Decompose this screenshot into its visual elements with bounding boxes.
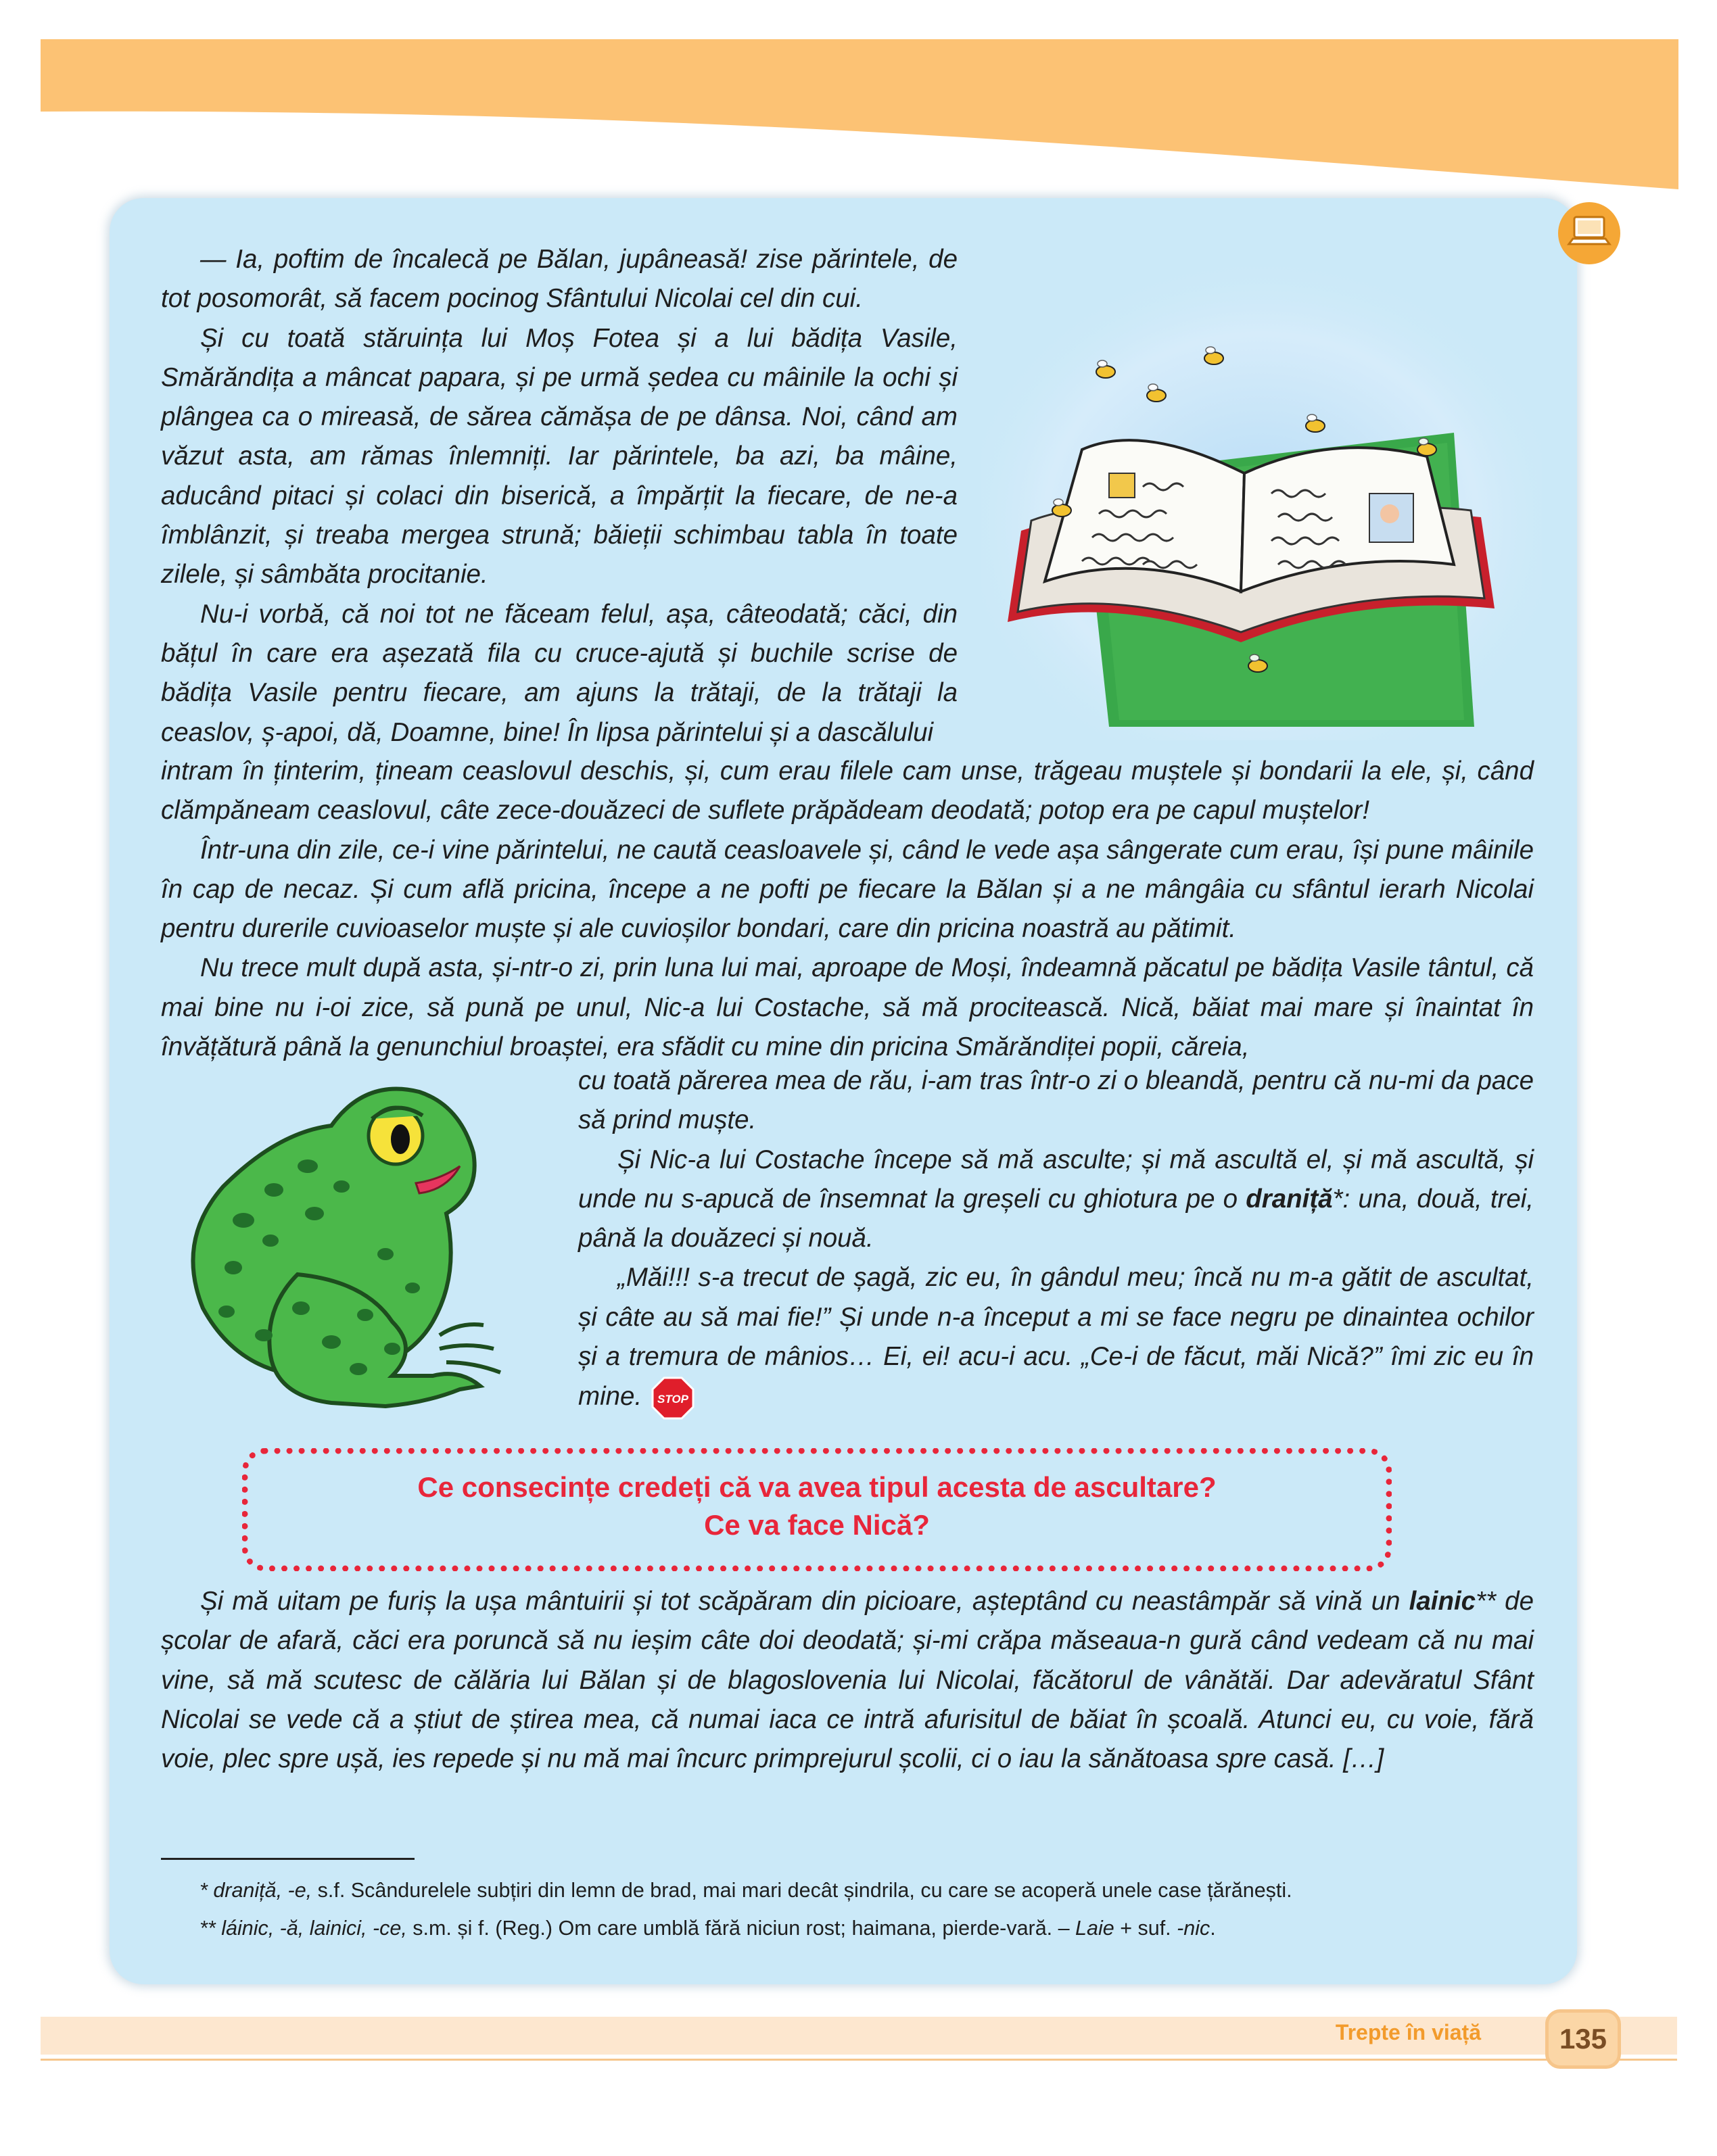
story-text-middle xyxy=(161,752,1534,1067)
paragraph: Nu trece mult după asta, și-ntr-o zi, prin luna lui mai, aproape de Moși, îndeamnă păcatul pe bădița Vasile tântul, că mai bine nu i-oi zice, să pună pe unul, Nic-a lui Costache, să mă procitească. Nică, băiat mai mare și înaintat în învățătură până la genunchiul broaștei, era sfădit cu mine din pricina Smărăndiței popii, căreia, xyxy=(161,953,1534,1062)
paragraph: cu toată părerea mea de rău, i-am tras într-o zi o bleandă, pentru că nu-mi da pace să prind muște. xyxy=(578,1066,1534,1135)
open-book-illustration xyxy=(981,254,1542,740)
footnote-divider xyxy=(161,1858,415,1860)
footnote-term: ** láinic, -ă, lainici, -ce, xyxy=(199,1917,407,1940)
stop-sign-label: STOP xyxy=(657,1393,689,1406)
story-text-bottom xyxy=(161,1582,1534,1779)
footnote-lainic xyxy=(199,1909,1525,1947)
header-band xyxy=(0,0,1717,203)
footnotes xyxy=(199,1871,1525,1947)
footnote-etymon: Laie xyxy=(1075,1917,1114,1940)
footnote-draniță xyxy=(199,1871,1525,1909)
paragraph: — Ia, poftim de încalecă pe Bălan, jupâneasă! zise părintele, de tot posomorât, să facem pocinog Sfântului Nicolai cel din cui. xyxy=(161,245,958,314)
question-line: Ce consecințe credeți că va avea tipul acesta de ascultare? xyxy=(417,1471,1217,1503)
text-run: *: una, două, trei, până la douăzeci și nouă. xyxy=(578,1184,1534,1253)
footnote-text: + suf. xyxy=(1114,1917,1177,1940)
footnote-definition: s.f. Scândurelele subțiri din lemn de brad, mai mari decât șindrila, cu care se acoperă unele case țărănești. xyxy=(312,1879,1292,1902)
laptop-icon xyxy=(1555,199,1623,267)
footer-rule xyxy=(41,2059,1677,2061)
paragraph xyxy=(161,1582,1534,1779)
paragraph: Nu-i vorbă, că noi tot ne făceam felul, așa, câteodată; căci, din bățul în care era așezată fila cu cruce-ajută și buchile scrise de bădița Vasile pentru fiecare, am ajuns la trătaji, de la trătaji la ceaslov, ș-apoi, dă, Doamne, bine! În lipsa părintelui și a dascălului xyxy=(161,599,958,747)
question-line: Ce va face Nică? xyxy=(704,1509,930,1541)
footnote-suffix: -nic xyxy=(1177,1917,1210,1940)
frog-illustration xyxy=(162,1051,541,1430)
paragraph xyxy=(578,1258,1534,1420)
text-run: ** de școlar de afară, căci era poruncă să nu ieșim câte doi deodată; și-mi crăpa măseaua-n gură când vedeam că nu mai vine, să mă scutesc de călăria lui Bălan și de blagoslovenia lui Nicolai, făcătorul de vânătăi. Dar adevăratul Sfânt Nicolai se vede că a știut de știrea mea, că numai iaca ce intră afurisitul de băiat în școală. Atunci eu, cu voie, fără voie, plec spre ușă, ies repede și nu mă mai încurc primprejurul școlii, ci o iau la sănătoasa spre casă. […] xyxy=(161,1587,1534,1774)
text-run: „Măi!!! s-a trecut de șagă, zic eu, în gândul meu; încă nu m-a gătit de ascultat, și câte au să mai fie!” Și unde n-a început a mi se face negru pe dinaintea ochilor și a tremura de mânios… Ei, ei! acu-i acu. „Ce-i de făcut, măi Nică?” îmi zic eu în mine. xyxy=(578,1263,1534,1412)
story-text-top xyxy=(161,240,958,752)
footnote-definition: s.m. și f. (Reg.) Om care umblă fără niciun rost; haimana, pierde-vară. – xyxy=(406,1917,1076,1940)
page-number: 135 xyxy=(1545,2009,1621,2069)
text-run: Și mă uitam pe furiș la ușa mântuirii și tot scăpăram din picioare, așteptând cu neastâmpăr să vină un xyxy=(200,1587,1409,1616)
footnote-term: * draniță, -e, xyxy=(199,1879,312,1902)
glossary-term: lainic xyxy=(1409,1587,1476,1616)
glossary-term: draniță xyxy=(1246,1184,1333,1214)
paragraph: Într-una din zile, ce-i vine părintelui, ne caută ceasloavele și, când le vede așa sângerate cum erau, își pune mâinile în cap de necaz. Și cum află pricina, începe a ne pofti pe fiecare la Bălan și a ne mângâia cu sfântul ierarh Nicolai pentru durerile cuvioaselor muște și ale cuvioșilor bondari, care din pricina noastră au pătimit. xyxy=(161,835,1534,944)
text-run: Și Nic-a lui Costache începe să mă asculte; și mă ascultă el, și mă ascultă, și unde nu s-apucă de însemnat la greșeli cu ghiotura pe o xyxy=(578,1145,1534,1214)
paragraph: Și cu toată stăruința lui Moș Fotea și a lui bădița Vasile, Smărăndița a mâncat papara, și pe urmă ședea cu mâinile la ochi și plângea ca o mireasă, de sărea cămășa de pe dânsa. Noi, când am văzut asta, am rămas înlemniți. Iar părintele, ba azi, ba mâine, aducând pitaci și colaci din biserică, a împărțit la fiecare, de ne-a îmblânzit, și treaba mergea strună; băieții schimbau tabla în toate zilele, și sâmbăta procitanie. xyxy=(161,323,958,590)
question-text xyxy=(242,1468,1392,1544)
stop-sign-icon xyxy=(651,1376,695,1420)
paragraph: intram în ținterim, țineam ceaslovul deschis, și, cum erau filele cam unse, trăgeau muștele și bondarii la ele, și, când clămpăneam ceaslovul, câte zece-douăzeci de suflete prăpădeam deodată; potop era pe capul muștelor! xyxy=(161,757,1534,825)
paragraph xyxy=(578,1141,1534,1259)
book-title: Trepte în viață xyxy=(1335,2020,1481,2044)
footnote-text: . xyxy=(1210,1917,1216,1940)
story-text-frog xyxy=(578,1061,1534,1420)
